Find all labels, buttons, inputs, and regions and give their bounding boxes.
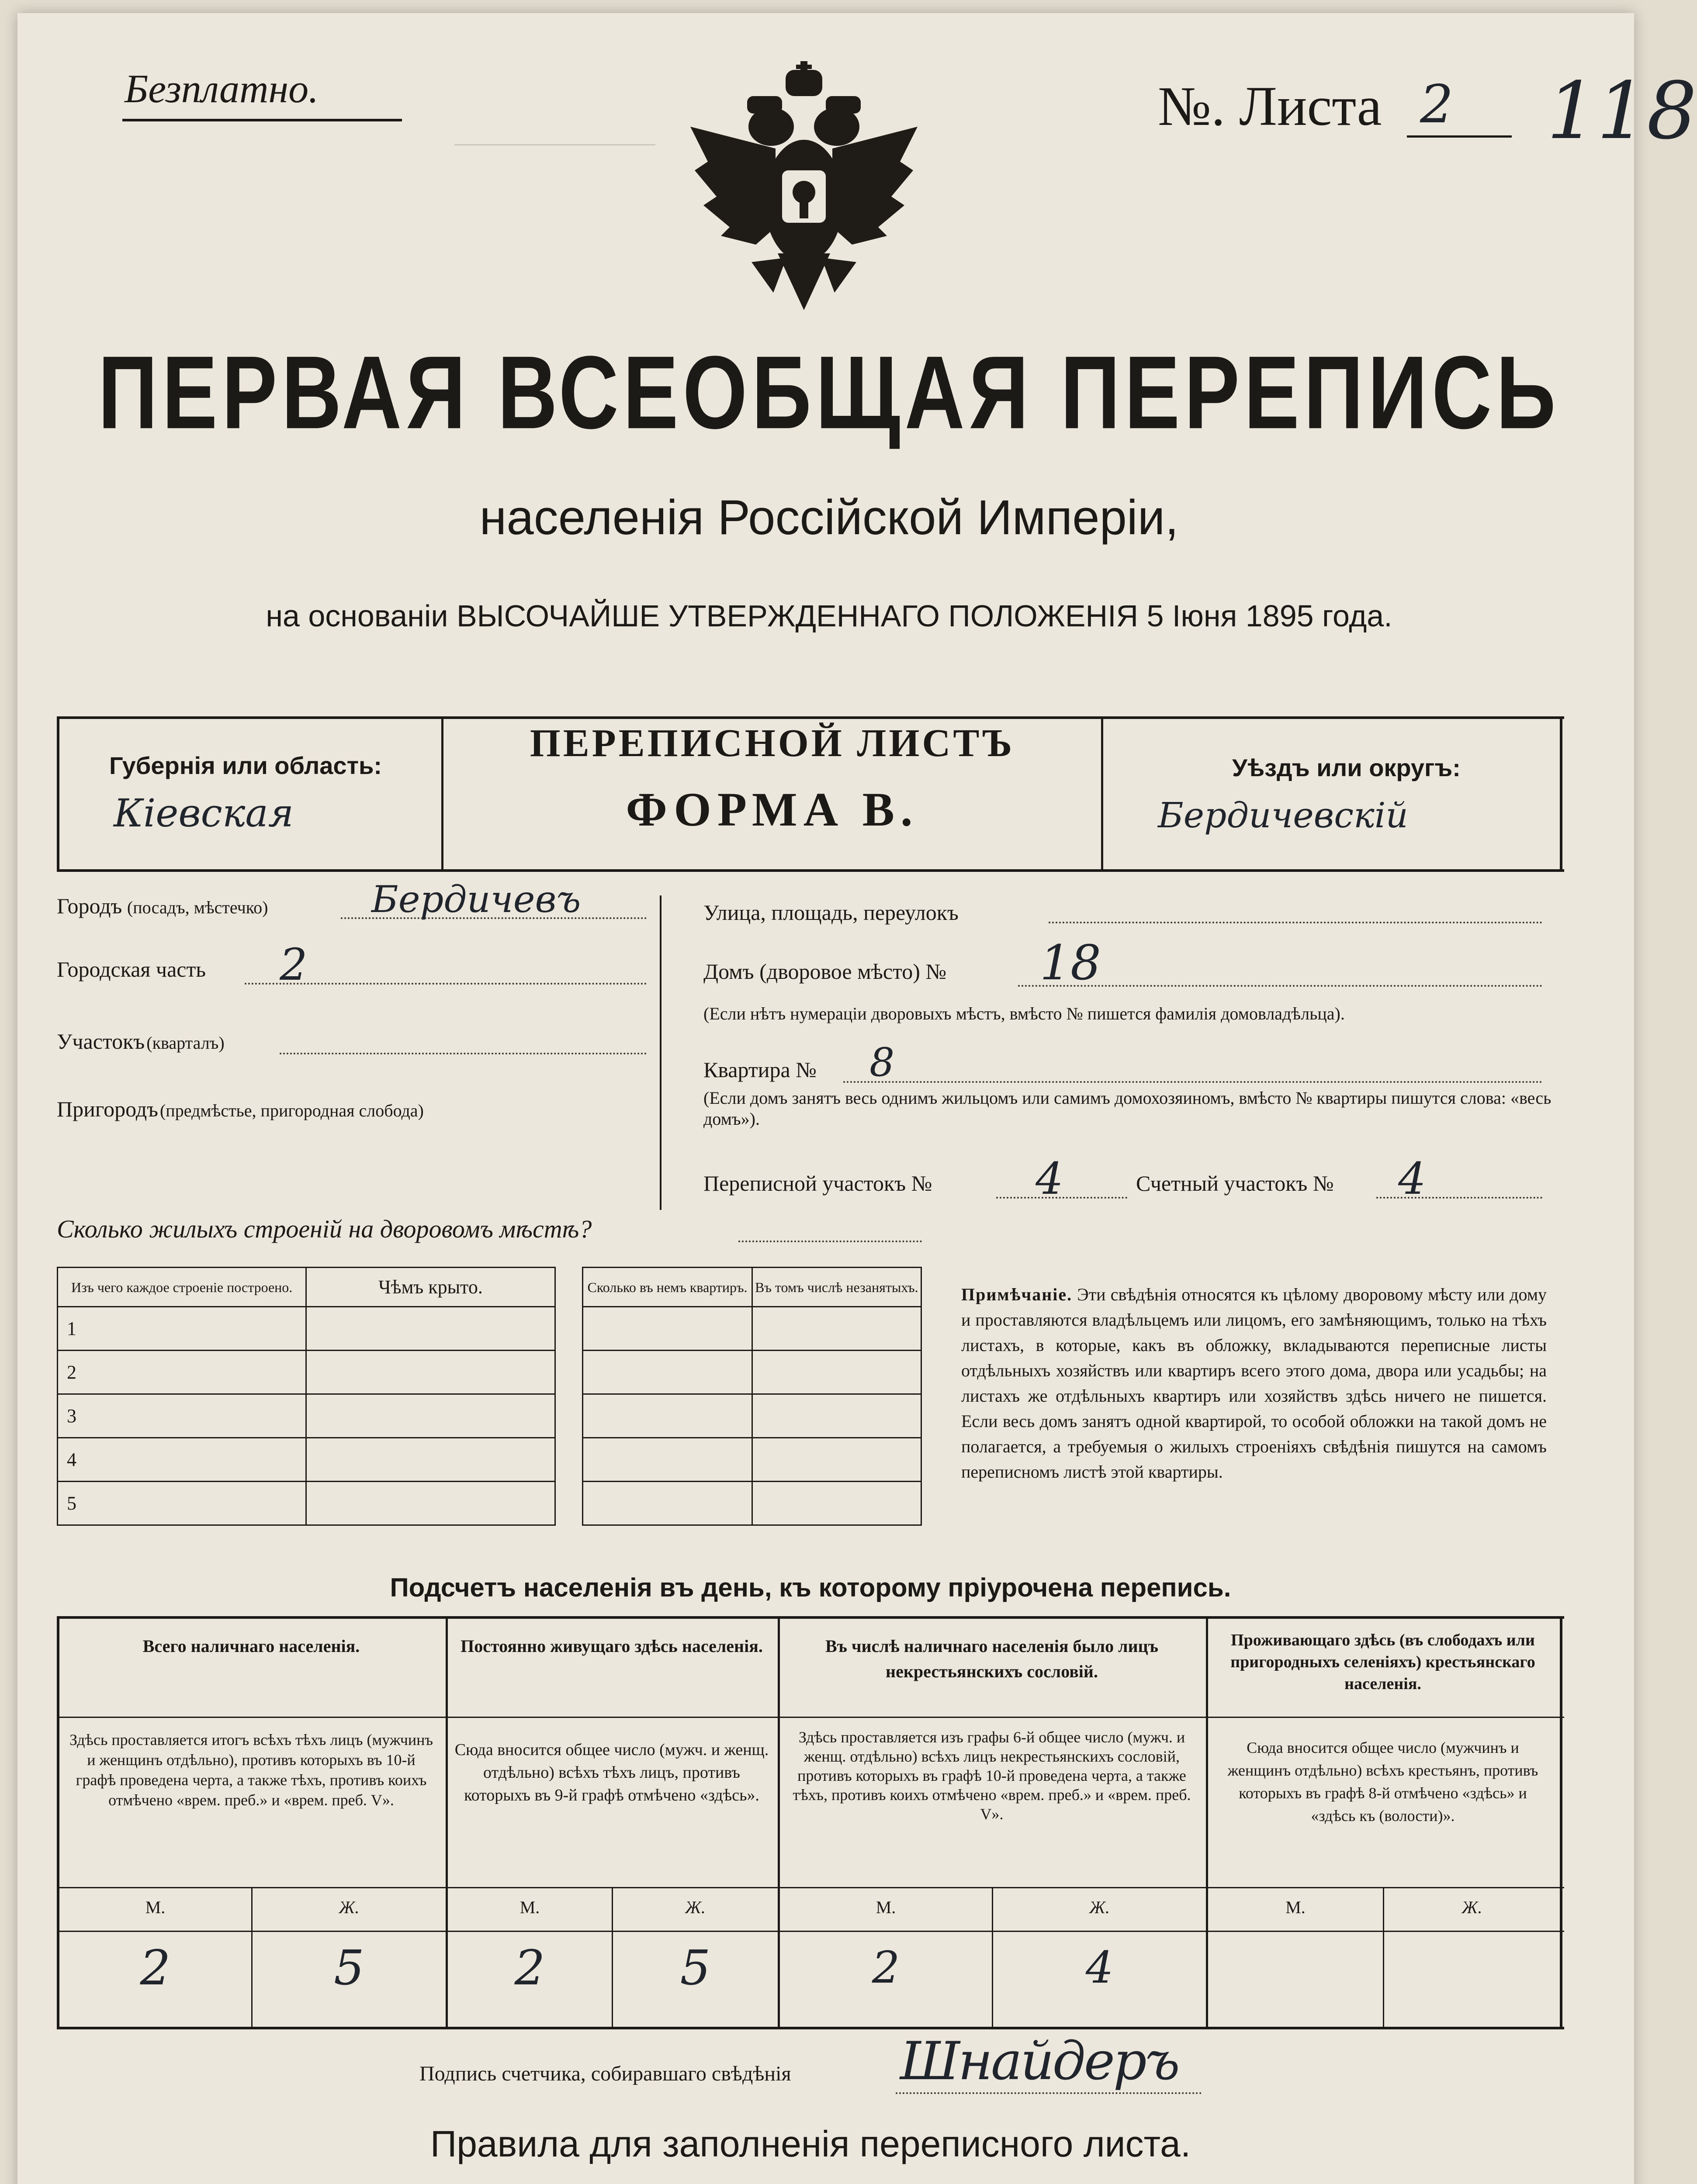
counting-district-label: Счетный участокъ №	[1136, 1171, 1334, 1196]
count-m-label: М.	[519, 1897, 540, 1917]
apartment-label: Квартира №	[703, 1057, 817, 1082]
street-label: Улица, площадь, переулокъ	[703, 900, 959, 925]
count-col-desc: Сюда вносится общее число (мужчинъ и женщинъ отдѣльно) всѣхъ крестьянъ, противъ которыхъ въ графѣ 8-й отмѣчено «здѣсь» и «здѣсь къ (волости)».	[1227, 1739, 1538, 1825]
count-m-value: 2	[514, 1940, 545, 1996]
count-f-value: 5	[680, 1940, 711, 1996]
note-head: Примѣчаніе.	[961, 1285, 1073, 1304]
rules-title: Правила для заполненія переписного листа.	[430, 2123, 1191, 2164]
buildings-row: 3	[58, 1394, 921, 1438]
count-f-value: 5	[334, 1940, 364, 1996]
count-f-label: Ж.	[339, 1897, 360, 1917]
note-block	[961, 1282, 1547, 1485]
census-district-value: 4	[1036, 1153, 1063, 1204]
buildings-col-apartments: Сколько въ немъ квартиръ.	[587, 1279, 748, 1295]
form-title: ПЕРЕПИСНОЙ ЛИСТЪ	[530, 722, 1015, 765]
suburb-label: Пригородъ (предмѣстье, пригородная слобода)	[57, 1097, 424, 1121]
buildings-row: 5	[58, 1482, 921, 1525]
buildings-col-material: Изъ чего каждое строеніе построено.	[71, 1279, 293, 1295]
count-col-desc: Здѣсь проставляется итогъ всѣхъ тѣхъ лицъ (мужчинъ и женщинъ отдѣльно), противъ которыхъ въ 10-й графѣ проведена черта, а также тѣхъ, противъ коихъ отмѣчено «врем. преб.» и «врем. преб. V».	[69, 1731, 433, 1809]
count-col-head: Въ числѣ наличнаго населенія было лицъ некрестьянскихъ сословій.	[825, 1636, 1159, 1681]
count-col-head: Всего наличнаго населенія.	[142, 1636, 360, 1656]
count-col-head: Постоянно живущаго здѣсь населенія.	[461, 1636, 763, 1656]
free-label: Безплатно.	[125, 66, 319, 111]
legal-basis: на основаніи ВЫСОЧАЙШЕ УТВЕРЖДЕННАГО ПОЛОЖЕНІЯ 5 Іюня 1895 года.	[266, 599, 1392, 633]
count-f-label: Ж.	[1461, 1897, 1482, 1917]
house-note: (Если нѣтъ нумераціи дворовыхъ мѣстъ, вмѣсто № пишется фамилія домовладѣльца).	[703, 1004, 1345, 1023]
count-m-value: 2	[872, 1942, 900, 1993]
note-text: Эти свѣдѣнія относятся къ цѣлому дворовому мѣсту или дому и проставляются владѣльцемъ или лицомъ, его замѣняющимъ, только на тѣхъ листахъ, в которые, какъ въ обложку, вкладываются переписные листы отдѣльныхъ хозяйствъ или квартиръ всего этого дома, двора или усадьбы; на листахъ же отдѣльныхъ квартиръ или хозяйствъ здѣсь ничего не пишется. Если весь домъ занятъ одной квартирой, то особой обложки на такой домъ не полагается, а требуемыя о жилыхъ строеніяхъ свѣдѣнія пишутся на самомъ переписномъ листѣ этой квартиры.	[961, 1285, 1547, 1482]
sheet-number-label: №. Листа	[1158, 75, 1382, 137]
count-title: Подсчетъ населенія въ день, къ которому пріурочена перепись.	[390, 1573, 1231, 1602]
archive-number: 118	[1547, 66, 1697, 157]
count-f-label: Ж.	[1089, 1897, 1110, 1917]
uezd-value: Бердичевскій	[1158, 795, 1408, 836]
count-f-label: Ж.	[685, 1897, 706, 1917]
city-value: Бердичевъ	[371, 878, 581, 921]
background-slip	[454, 144, 655, 275]
counting-district-value: 4	[1398, 1153, 1426, 1204]
gubernia-label: Губернія или область:	[109, 752, 382, 779]
count-m-value: 2	[140, 1940, 171, 1996]
city-label: Городъ (посадъ, мѣстечко)	[57, 894, 268, 918]
precinct-label: Участокъ (кварталъ)	[57, 1029, 225, 1054]
house-label: Домъ (дворовое мѣсто) №	[703, 959, 947, 984]
house-value: 18	[1040, 935, 1101, 991]
district-label: Городская часть	[57, 957, 206, 981]
subtitle: населенія Россійской Имперіи,	[479, 490, 1179, 545]
count-m-label: М.	[145, 1897, 166, 1917]
count-col-head: Проживающаго здѣсь (въ слободахъ или пригородныхъ селеніяхъ) крестьянскаго населенія.	[1230, 1631, 1535, 1693]
count-col-desc: Сюда вносится общее число (мужч. и женщ. отдѣльно) всѣхъ тѣхъ лицъ, противъ которыхъ въ 9-й графѣ отмѣчено «здѣсь».	[454, 1741, 769, 1804]
district-value: 2	[280, 939, 308, 990]
count-m-label: М.	[1285, 1897, 1306, 1917]
count-m-label: М.	[876, 1897, 896, 1917]
buildings-table	[57, 1267, 922, 1526]
buildings-row: 2	[58, 1351, 921, 1394]
buildings-col-vacant: Въ томъ числѣ незанятыхъ.	[755, 1279, 918, 1295]
count-f-value: 4	[1085, 1942, 1114, 1993]
main-title: ПЕРВАЯ ВСЕОБЩАЯ ПЕРЕПИСЬ	[98, 335, 1560, 451]
uezd-label: Уѣздъ или округъ:	[1232, 754, 1461, 781]
counter-signature: Шнайдеръ	[900, 2031, 1178, 2092]
imperial-eagle-emblem	[682, 61, 926, 314]
census-district-label: Переписной участокъ №	[703, 1171, 932, 1196]
sheet-number-value: 2	[1420, 74, 1454, 135]
signature-label: Подпись счетчика, собиравшаго свѣдѣнія	[419, 2062, 791, 2085]
gubernia-value: Кіевская	[114, 791, 294, 836]
apartment-note: (Если домъ занятъ весь однимъ жильцомъ или самимъ домохозяиномъ, вмѣсто № квартиры пишутся слова: «весь домъ»).	[703, 1088, 1552, 1129]
buildings-question: Сколько жилыхъ строеній на дворовомъ мѣстѣ?	[57, 1215, 592, 1243]
count-col-desc: Здѣсь проставляется изъ графы 6-й общее число (мужч. и женщ. отдѣльно) всѣхъ лицъ некрестьянскихъ сословій, противъ которыхъ въ графѣ 10-й проведена черта, а также тѣхъ, противъ коихъ отмѣчено «врем. преб.» и «врем. преб. V».	[793, 1728, 1191, 1823]
buildings-row: 4	[58, 1438, 921, 1482]
buildings-row: 1	[58, 1307, 921, 1351]
apartment-value: 8	[869, 1040, 895, 1085]
form-name: ФОРМА В.	[626, 783, 919, 836]
buildings-col-roof: Чѣмъ крыто.	[378, 1276, 483, 1298]
